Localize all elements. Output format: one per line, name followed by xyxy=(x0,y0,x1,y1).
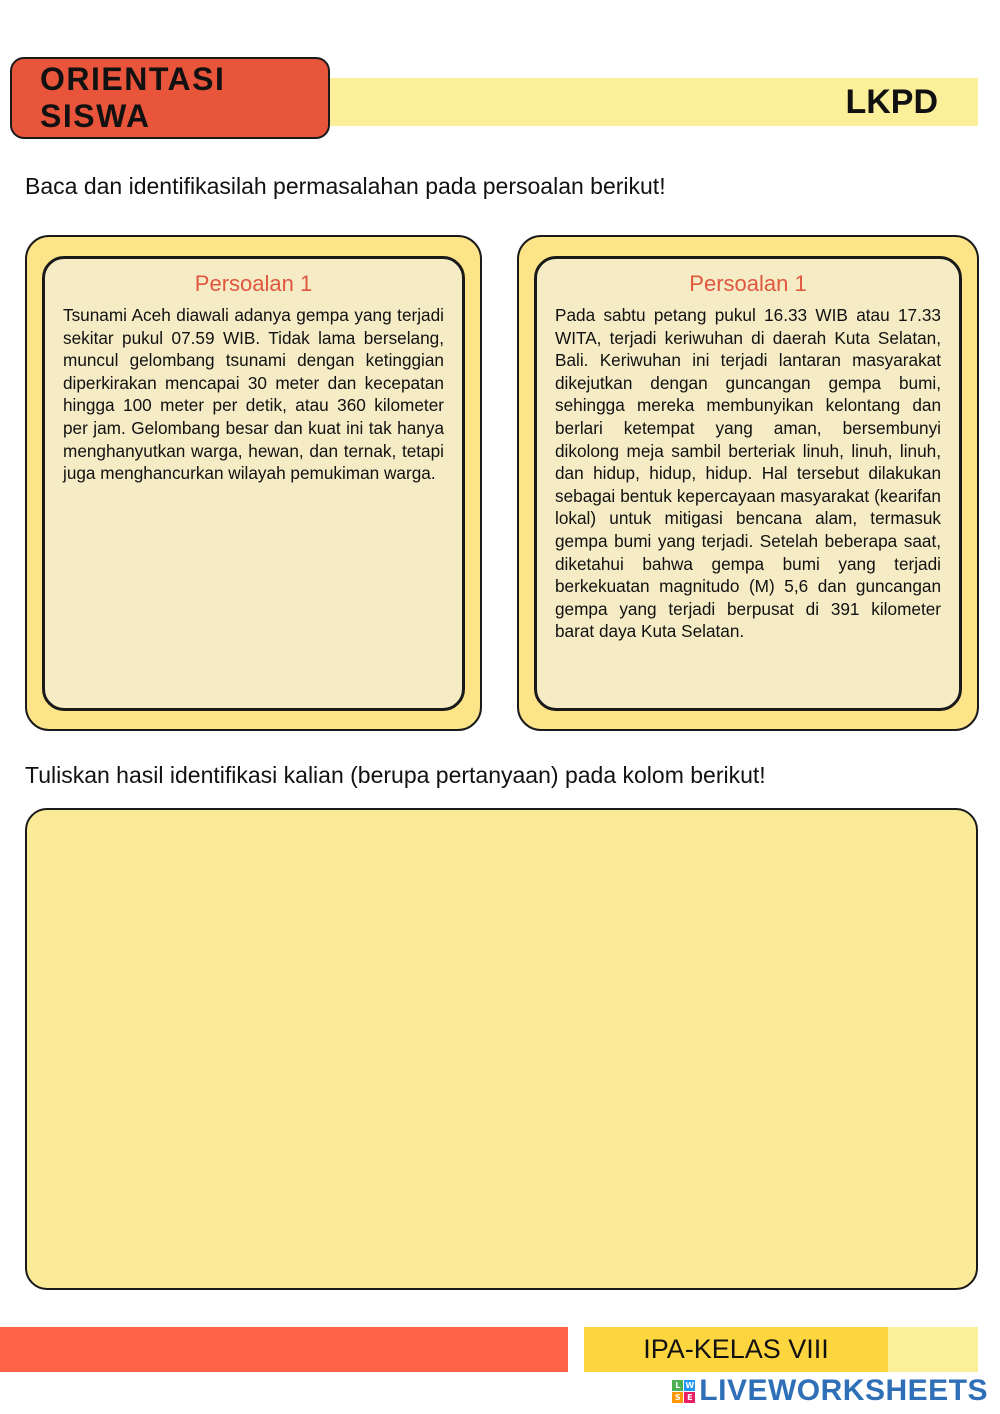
problem-card-2-text: Pada sabtu petang pukul 16.33 WIB atau 17.33 WITA, terjadi keriwuhan di daerah Kuta Selatan, Bali. Keriwuhan ini terjadi lantaran masyarakat dikejutkan dengan guncangan gempa bumi, sehingga mereka membunyikan kelontang dan berlari ketempat yang aman, bersembunyi dikolong meja sambil berteriak linuh, linuh, linuh, dan hidup, hidup, hidup. Hal tersebut dilakukan sebagai bentuk kepercayaan masyarakat (kearifan lokal) untuk mitigasi bencana alam, termasuk gempa bumi yang terjadi. Setelah beberapa saat, diketahui bahwa gempa bumi yang terjadi berkekuatan magnitudo (M) 5,6 dan guncangan gempa yang terjadi berpusat di 391 kilometer barat daya Kuta Selatan. xyxy=(555,305,941,642)
footer-subject: IPA-KELAS VIII xyxy=(584,1327,888,1372)
problem-card-1-inner xyxy=(42,256,465,711)
answer-input[interactable] xyxy=(27,810,976,1288)
logo-cell: L xyxy=(672,1380,683,1391)
footer-pale-bar xyxy=(888,1327,978,1372)
answer-box xyxy=(25,808,978,1290)
problem-card-1-title: Persoalan 1 xyxy=(194,271,313,296)
write-instruction: Tuliskan hasil identifikasi kalian (berupa pertanyaan) pada kolom berikut! xyxy=(25,762,766,788)
problem-card-2-inner xyxy=(534,256,962,711)
liveworksheets-brand[interactable] xyxy=(672,1373,988,1409)
lkpd-label: LKPD xyxy=(845,82,938,121)
brand-name: LIVEWORKSHEETS xyxy=(699,1374,988,1407)
page-title: ORIENTASI SISWA xyxy=(10,57,330,139)
read-instruction: Baca dan identifikasilah permasalahan pada persoalan berikut! xyxy=(25,173,666,199)
problem-card-2 xyxy=(517,235,979,731)
footer-red-bar xyxy=(0,1327,568,1372)
problem-card-2-title: Persoalan 1 xyxy=(689,271,807,296)
logo-cell: E xyxy=(684,1392,695,1403)
problem-card-1 xyxy=(25,235,482,731)
liveworksheets-logo-icon xyxy=(672,1380,695,1403)
logo-cell: W xyxy=(685,1380,695,1390)
logo-cell: S xyxy=(672,1392,683,1403)
problem-card-1-text: Tsunami Aceh diawali adanya gempa yang terjadi sekitar pukul 07.59 WIB. Tidak lama berselang, muncul gelombang tsunami dengan ketinggian diperkirakan mencapai 30 meter dan kecepatan hingga 100 meter per detik, atau 360 kilometer per jam. Gelombang besar dan kuat ini tak hanya menghanyutkan warga, hewan, dan ternak, tetapi juga menghancurkan wilayah pemukiman warga. xyxy=(63,305,444,484)
